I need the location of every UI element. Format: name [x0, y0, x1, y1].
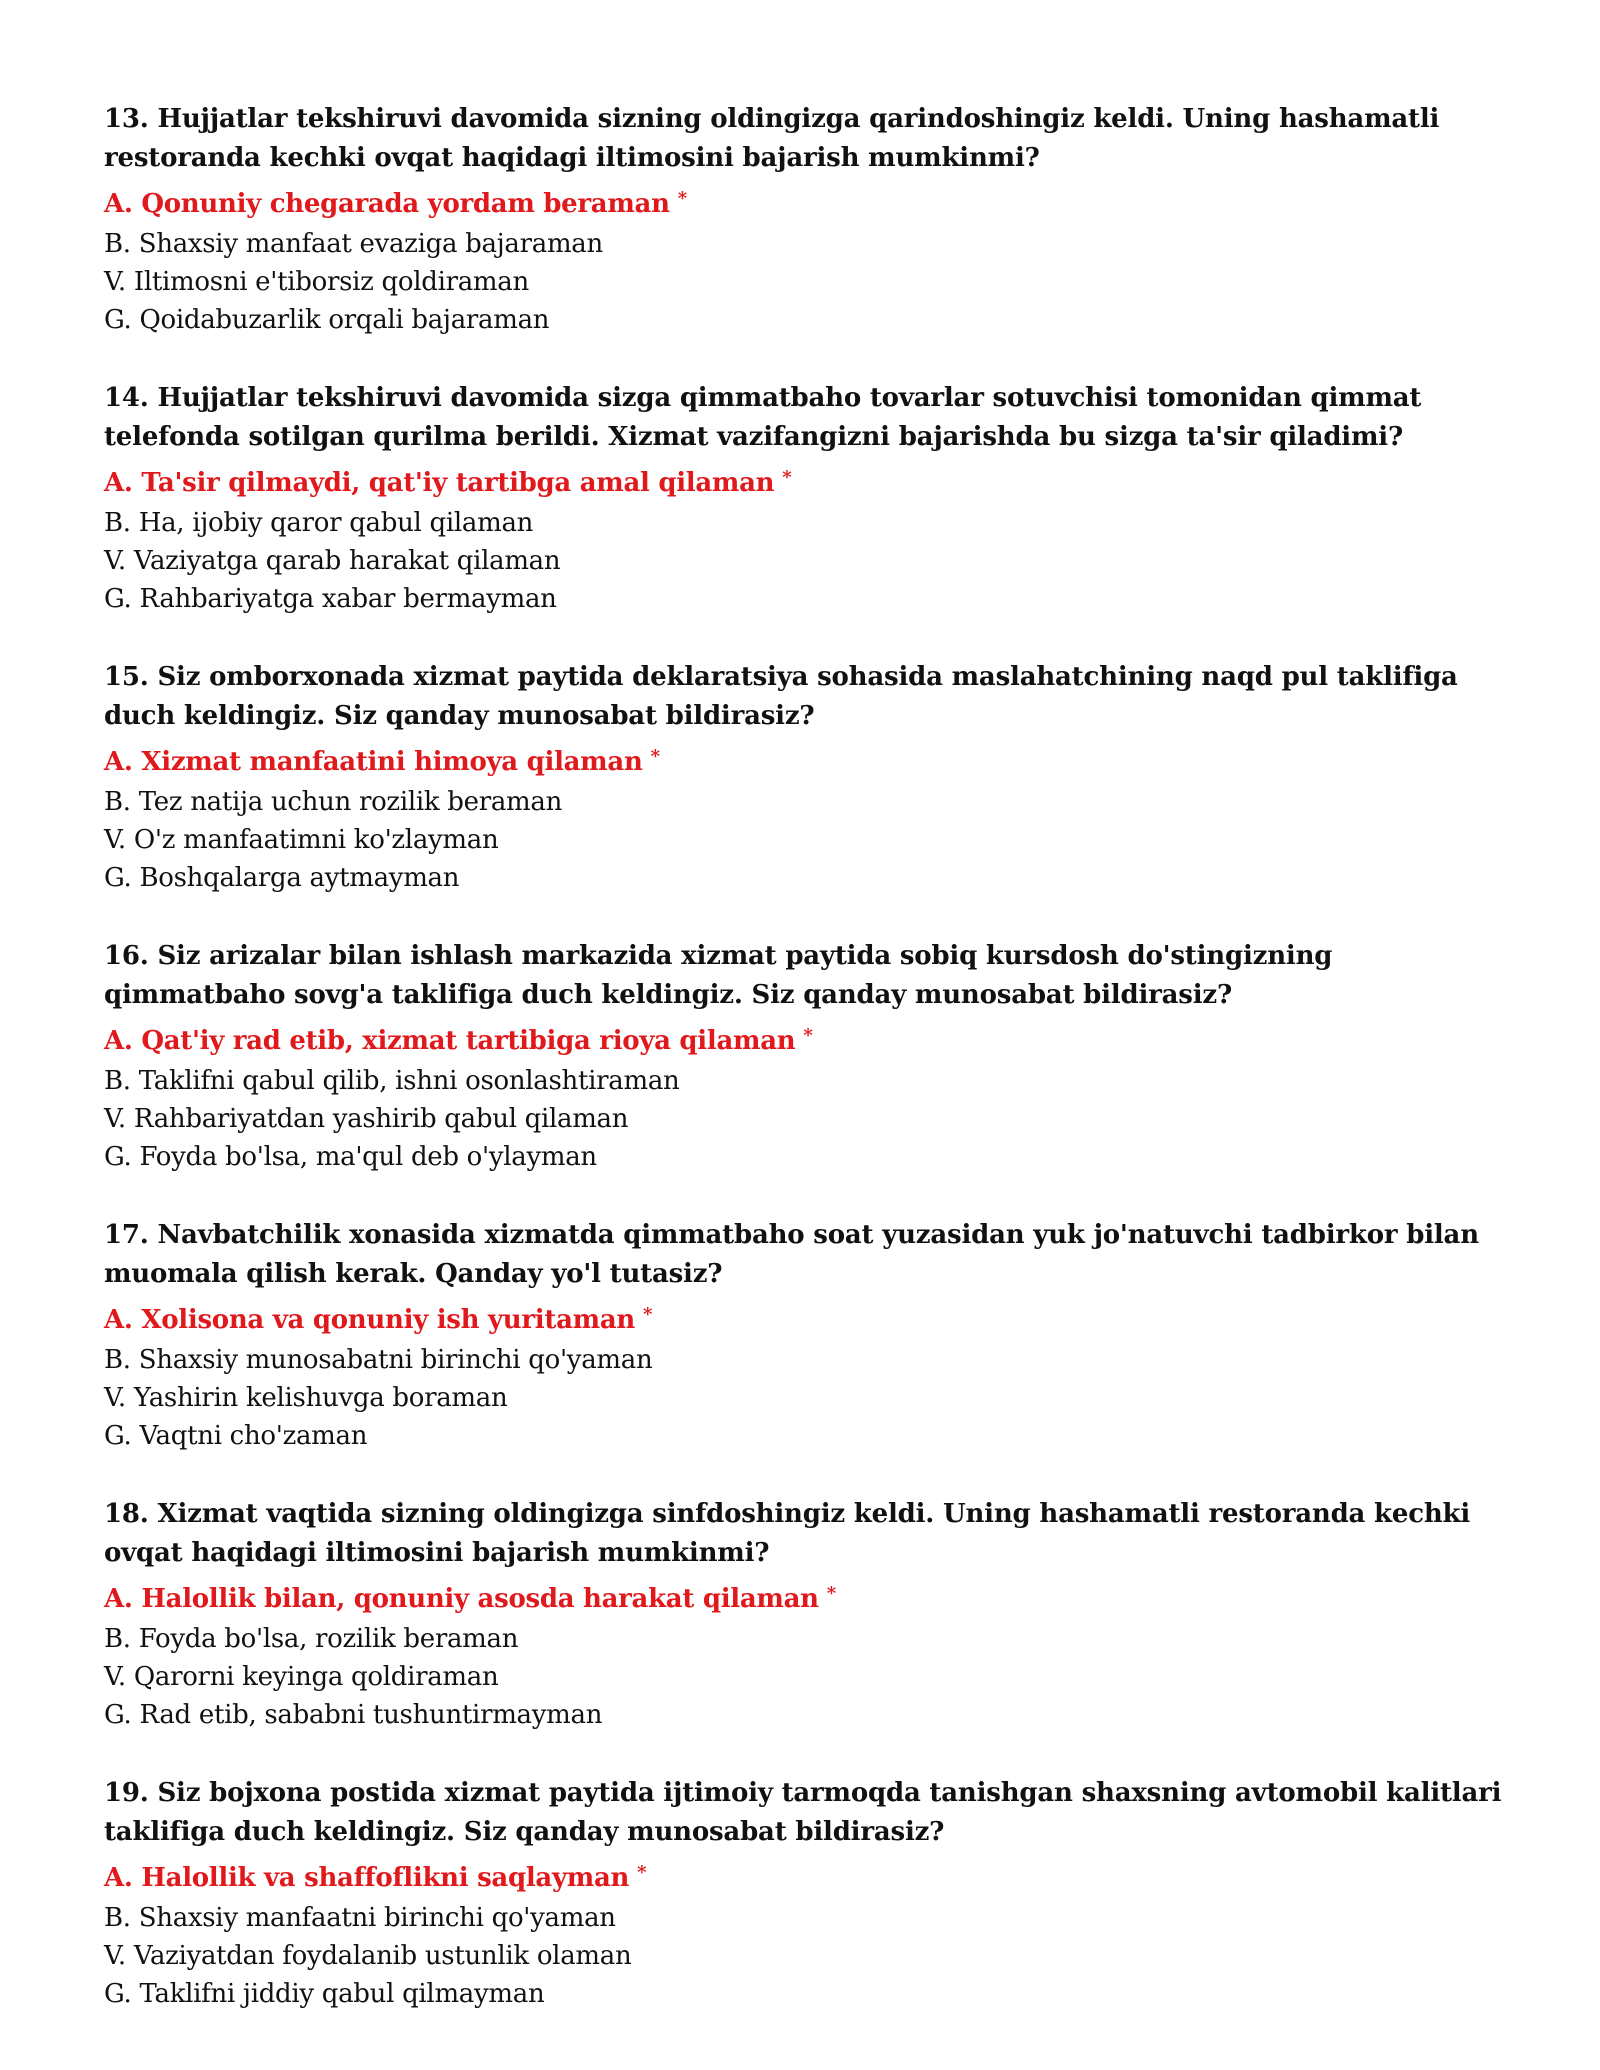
- answer-option: V. Yashirin kelishuvga boraman: [104, 1383, 508, 1413]
- answer-text: A. Xizmat manfaatini himoya qilaman: [104, 747, 643, 777]
- answer-option: V. Iltimosni e'tiborsiz qoldiraman: [104, 267, 529, 297]
- correct-answer: [104, 178, 1504, 225]
- correct-answer: [104, 1015, 1504, 1062]
- answer-text: A. Qat'iy rad etib, xizmat tartibiga rioya qilaman: [104, 1026, 796, 1056]
- answer-option: B. Tez natija uchun rozilik beraman: [104, 787, 563, 817]
- correct-answer: [104, 457, 1504, 504]
- answer-option: B. Foyda bo'lsa, rozilik beraman: [104, 1624, 519, 1654]
- question-text: 18. Xizmat vaqtida sizning oldingizga sinfdoshingiz keldi. Uning hashamatli restoranda kechki ovqat haqidagi iltimosini bajarish mumkinmi?: [104, 1499, 1471, 1568]
- correct-answer: [104, 1573, 1504, 1620]
- answer-option: V. Vaziyatga qarab harakat qilaman: [104, 546, 561, 576]
- answer-option: V. Vaziyatdan foydalanib ustunlik olaman: [104, 1941, 632, 1971]
- question-list: [104, 100, 1504, 2053]
- answer-option: G. Qoidabuzarlik orqali bajaraman: [104, 305, 550, 335]
- answer-text: A. Halollik va shaffoflikni saqlayman: [104, 1863, 630, 1893]
- correct-answer: [104, 736, 1504, 783]
- answer-option: V. Rahbariyatdan yashirib qabul qilaman: [104, 1104, 629, 1134]
- question-block: [104, 1495, 1504, 1734]
- question-block: [104, 1774, 1504, 2013]
- question-text: 13. Hujjatlar tekshiruvi davomida sizning oldingizga qarindoshingiz keldi. Uning hashamatli restoranda kechki ovqat haqidagi iltimosini bajarish mumkinmi?: [104, 104, 1440, 173]
- answer-option: G. Taklifni jiddiy qabul qilmayman: [104, 1979, 545, 2009]
- answer-option: B. Taklifni qabul qilib, ishni osonlashtiraman: [104, 1066, 680, 1096]
- correct-marker: *: [826, 1583, 836, 1604]
- answer-option: B. Shaxsiy manfaatni birinchi qo'yaman: [104, 1903, 616, 1933]
- correct-marker: *: [642, 1304, 653, 1325]
- question-block: [104, 100, 1504, 339]
- answer-option: G. Vaqtni cho'zaman: [104, 1421, 368, 1451]
- answer-option: V. Qarorni keyinga qoldiraman: [104, 1662, 499, 1692]
- correct-marker: *: [637, 1862, 647, 1883]
- answer-option: V. O'z manfaatimni ko'zlayman: [104, 825, 499, 855]
- answer-option: G. Rad etib, sababni tushuntirmayman: [104, 1700, 603, 1730]
- answer-text: A. Ta'sir qilmaydi, qat'iy tartibga amal qilaman: [104, 468, 775, 498]
- correct-answer: [104, 1852, 1504, 1899]
- question-text: 14. Hujjatlar tekshiruvi davomida sizga qimmatbaho tovarlar sotuvchisi tomonidan qimmat telefonda sotilgan qurilma berildi. Xizmat vazifangizni bajarishda bu sizga ta'sir qiladimi?: [104, 383, 1422, 452]
- question-text: 17. Navbatchilik xonasida xizmatda qimmatbaho soat yuzasidan yuk jo'natuvchi tadbirkor bilan muomala qilish kerak. Qanday yo'l tutasiz?: [104, 1220, 1479, 1289]
- answer-option: G. Boshqalarga aytmayman: [104, 863, 460, 893]
- answer-option: G. Rahbariyatga xabar bermayman: [104, 584, 557, 614]
- answer-option: G. Foyda bo'lsa, ma'qul deb o'ylayman: [104, 1142, 597, 1172]
- correct-marker: *: [782, 467, 792, 488]
- correct-marker: *: [677, 188, 687, 209]
- answer-option: B. Ha, ijobiy qaror qabul qilaman: [104, 508, 534, 538]
- question-block: [104, 937, 1504, 1176]
- question-text: 19. Siz bojxona postida xizmat paytida ijtimoiy tarmoqda tanishgan shaxsning avtomobil kalitlari taklifiga duch keldingiz. Siz qanday munosabat bildirasiz?: [104, 1778, 1502, 1847]
- question-block: [104, 1216, 1504, 1455]
- correct-marker: *: [803, 1025, 813, 1046]
- answer-option: B. Shaxsiy munosabatni birinchi qo'yaman: [104, 1345, 653, 1375]
- answer-option: B. Shaxsiy manfaat evaziga bajaraman: [104, 229, 603, 259]
- answer-text: A. Xolisona va qonuniy ish yuritaman: [104, 1305, 635, 1335]
- question-text: 16. Siz arizalar bilan ishlash markazida xizmat paytida sobiq kursdosh do'stingizning qimmatbaho sovg'a taklifiga duch keldingiz. Siz qanday munosabat bildirasiz?: [104, 941, 1333, 1010]
- question-block: [104, 658, 1504, 897]
- answer-text: A. Qonuniy chegarada yordam beraman: [104, 189, 670, 219]
- question-text: 15. Siz omborxonada xizmat paytida deklaratsiya sohasida maslahatchining naqd pul taklifiga duch keldingiz. Siz qanday munosabat bildirasiz?: [104, 662, 1458, 731]
- answer-text: A. Halollik bilan, qonuniy asosda harakat qilaman: [104, 1584, 819, 1614]
- question-block: [104, 379, 1504, 618]
- correct-marker: *: [650, 746, 660, 767]
- correct-answer: [104, 1294, 1504, 1341]
